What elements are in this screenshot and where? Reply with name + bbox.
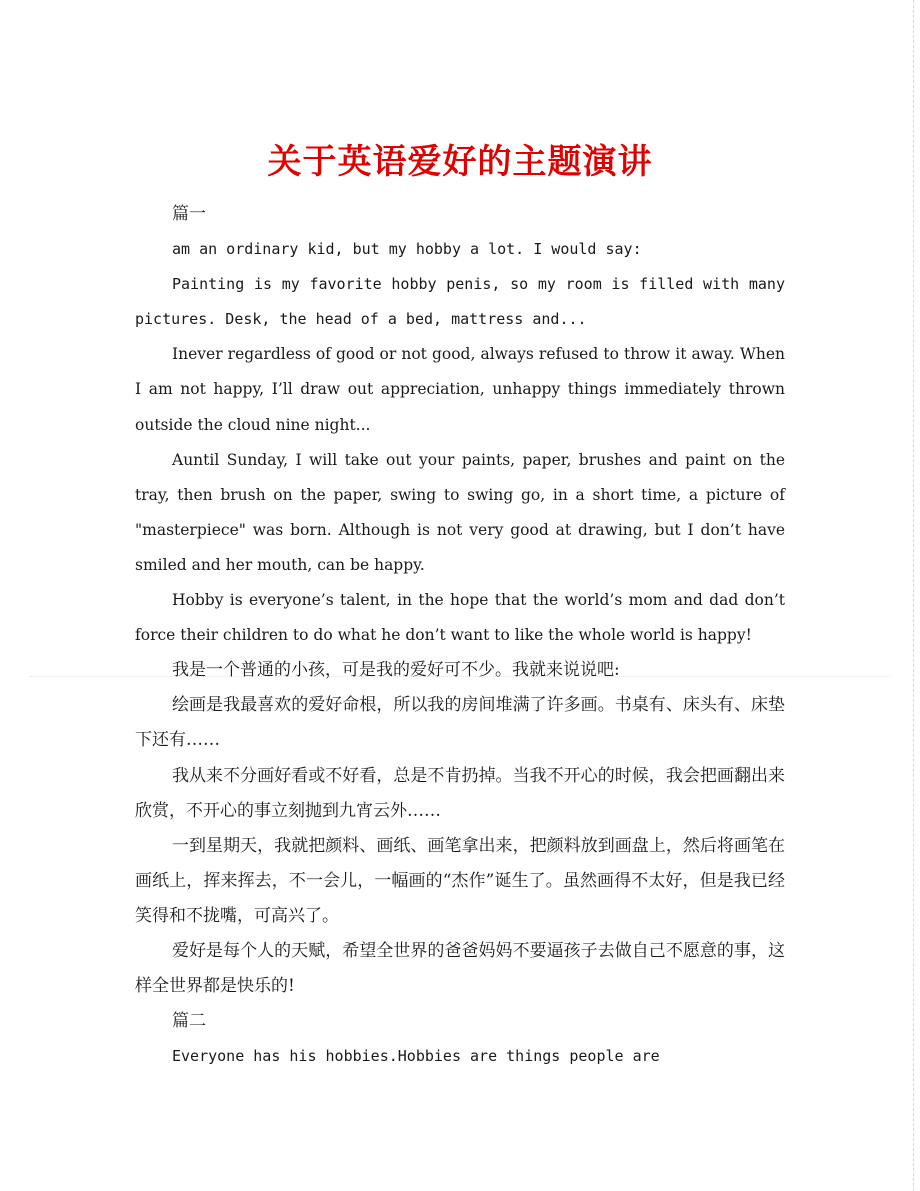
paragraph: am an ordinary kid, but my hobby a lot. I would say: xyxy=(172,240,642,259)
document-title: 关于英语爱好的主题演讲 xyxy=(267,141,653,182)
paragraph: 我从来不分画好看或不好看，总是不肯扔掉。当我不开心的时候，我会把画翻出来欣赏，不开心的事立刻抛到九宵云外…… xyxy=(135,765,785,821)
paragraph: 一到星期天，我就把颜料、画纸、画笔拿出来，把颜料放到画盘上，然后将画笔在画纸上，挥来挥去，不一会儿，一幅画的“杰作”诞生了。虽然画得不太好，但是我已经笑得和不拢嘴，可高兴了。 xyxy=(135,835,785,926)
paragraph: 绘画是我最喜欢的爱好命根，所以我的房间堆满了许多画。书桌有、床头有、床垫下还有…… xyxy=(135,695,785,751)
paragraph: Painting is my favorite hobby penis, so my room is filled with many pictures. Desk, the head of a bed, mattress and... xyxy=(135,275,785,329)
section-heading-2: 篇二 xyxy=(172,1011,206,1032)
paragraph: Auntil Sunday, I will take out your paints, paper, brushes and paint on the tray, then brush on the paper, swing to swing go, in a short time, a picture of "masterpiece" was born. Although is not very good at drawing, but I don’t have smiled and her mouth, can be happy. xyxy=(135,450,785,574)
paragraph: Everyone has his hobbies.Hobbies are things people are xyxy=(172,1047,660,1066)
section-heading-1: 篇一 xyxy=(172,204,206,224)
document-body xyxy=(135,197,785,1074)
paragraph: Hobby is everyone’s talent, in the hope that the world’s mom and dad don’t force their children to do what he don’t want to like the whole world is happy! xyxy=(135,591,785,645)
paragraph: 爱好是每个人的天赋，希望全世界的爸爸妈妈不要逼孩子去做自己不愿意的事，这样全世界都是快乐的! xyxy=(135,940,785,997)
paragraph: 我是一个普通的小孩，可是我的爱好可不少。我就来说说吧: xyxy=(172,660,620,681)
paragraph: Inever regardless of good or not good, always refused to throw it away. When I am not happy, I’ll draw out appreciation, unhappy things immediately thrown outside the cloud nine night... xyxy=(135,345,785,434)
